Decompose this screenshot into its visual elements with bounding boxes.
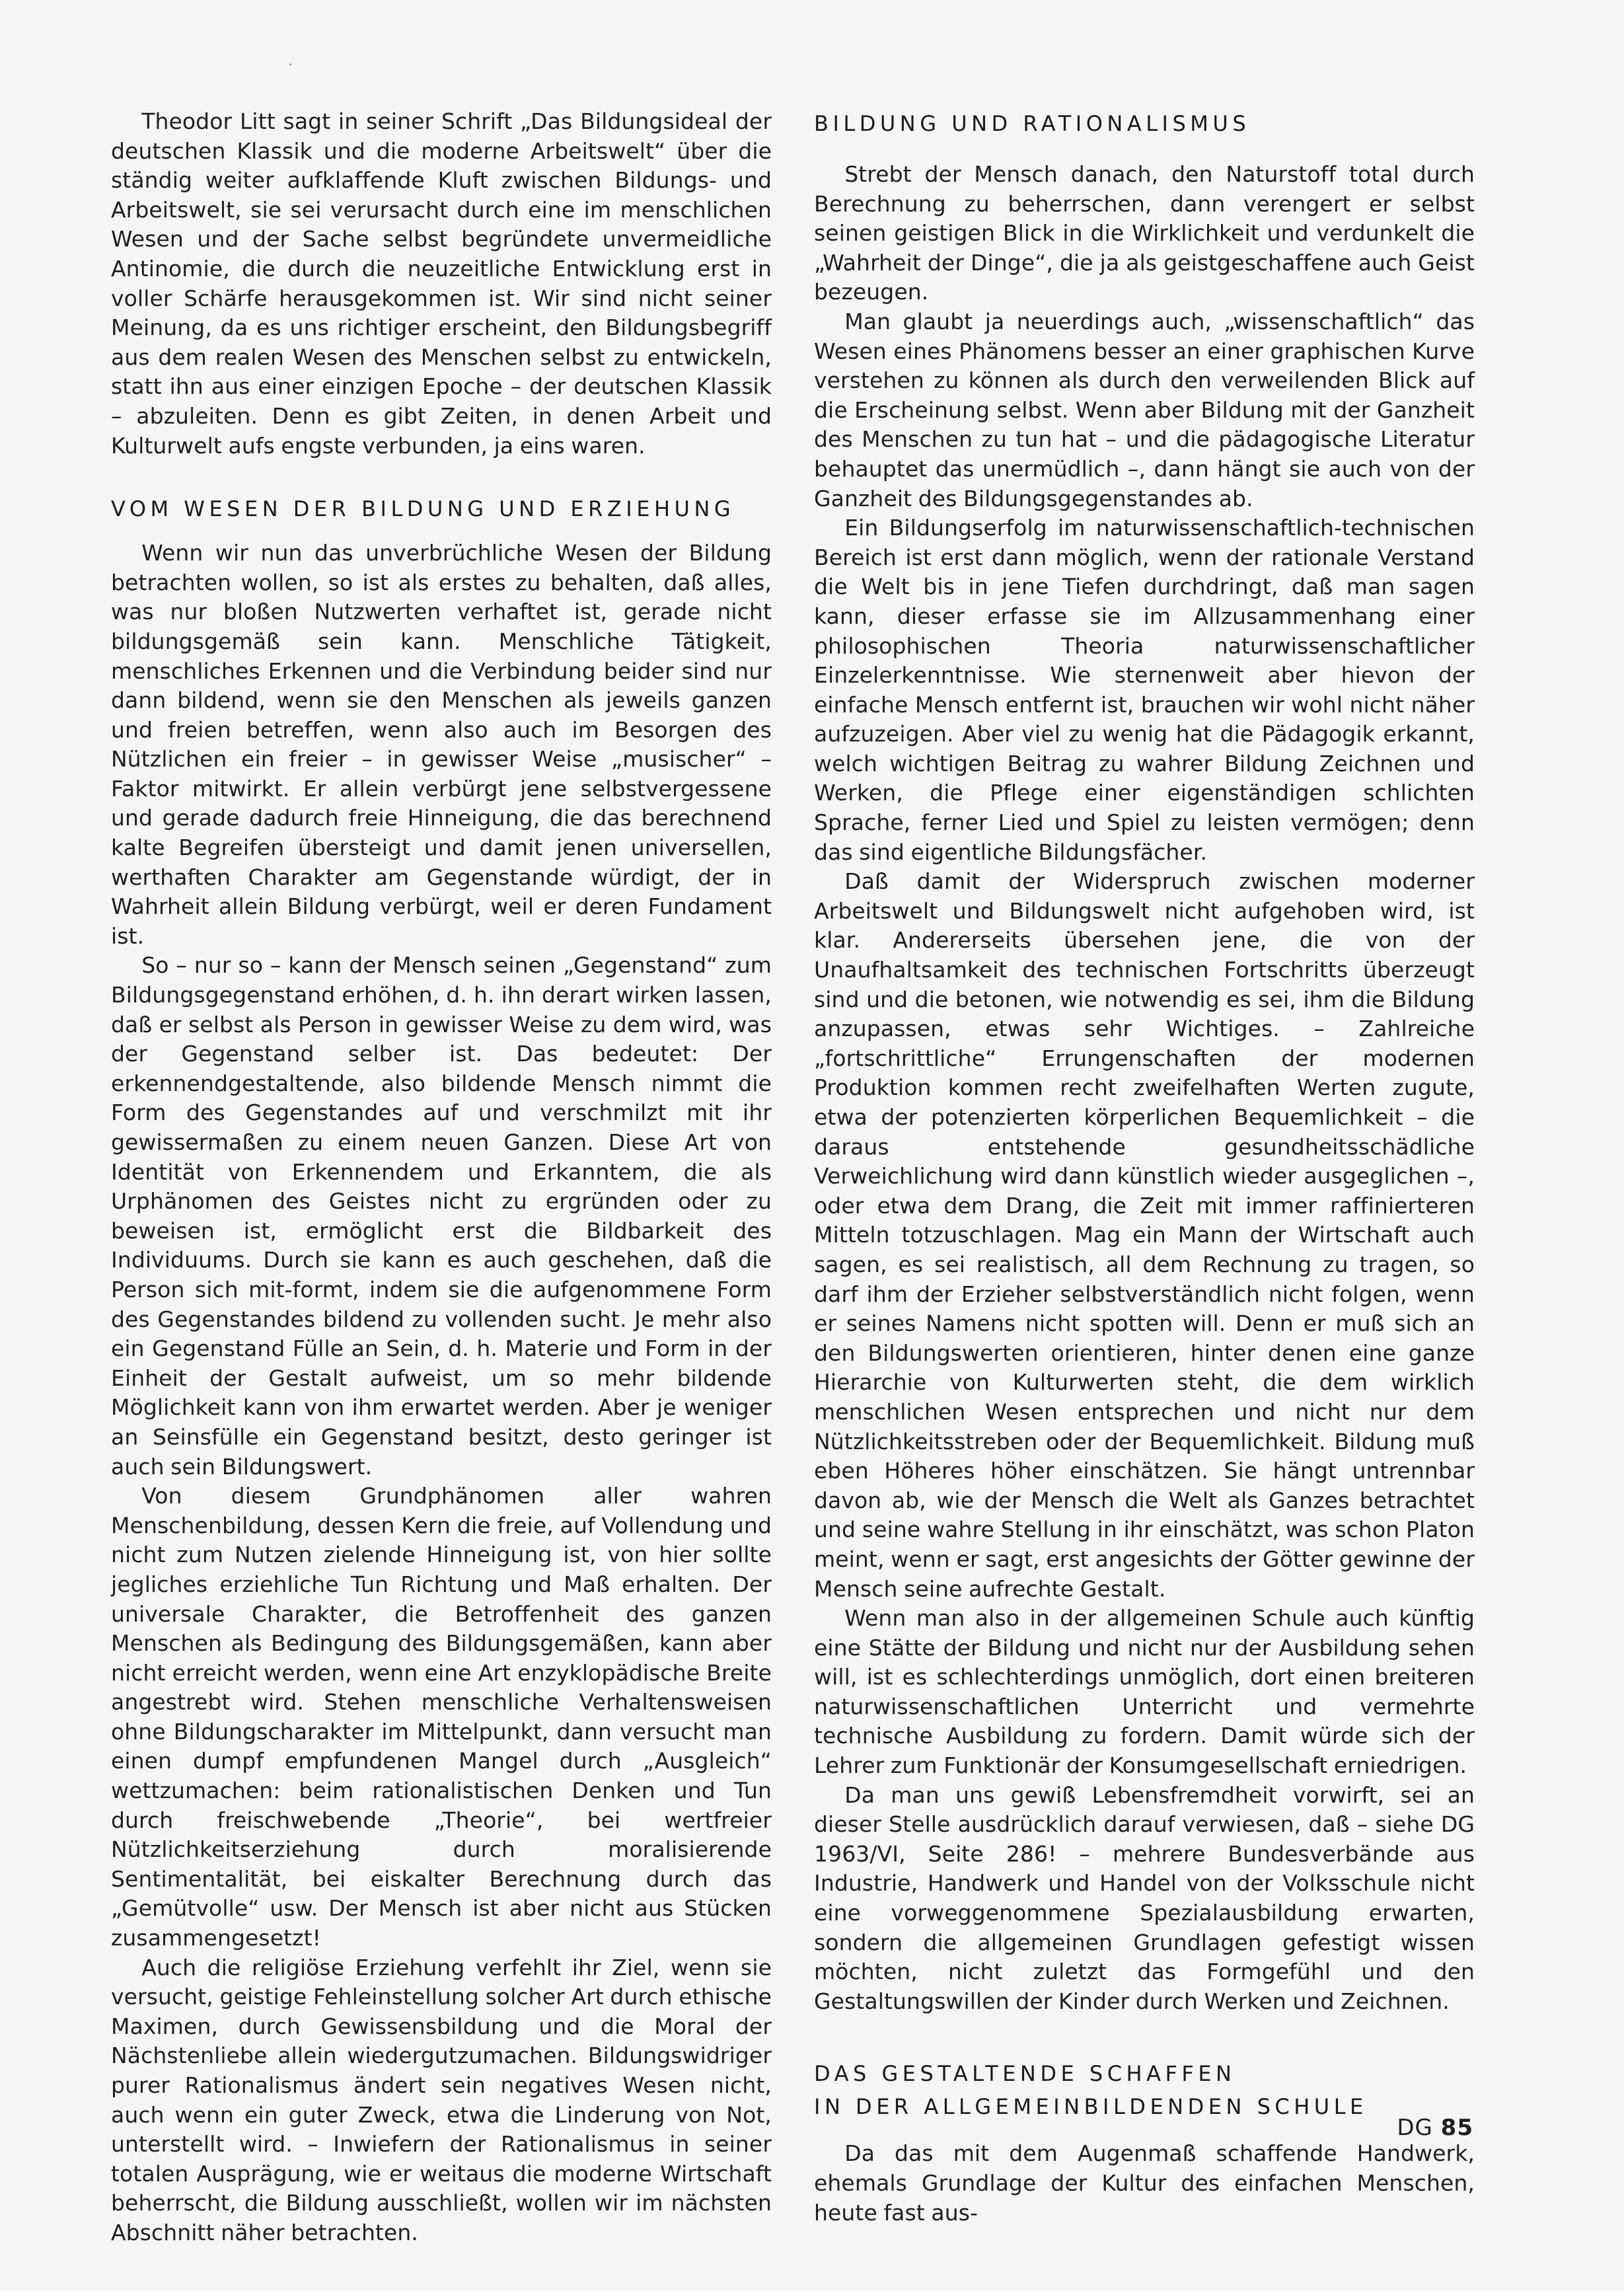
journal-abbreviation: DG <box>1397 2115 1433 2141</box>
page-number: 85 <box>1440 2115 1473 2141</box>
section-heading-line: DAS GESTALTENDE SCHAFFEN <box>814 2061 1236 2087</box>
left-column <box>111 107 772 2248</box>
paragraph: Da das mit dem Augenmaß schaffende Handwerk, ehemals Grundlage der Kultur des einfachen Menschen, heute fast aus- <box>814 2140 1475 2226</box>
section-heading <box>814 2057 1475 2123</box>
paragraph: Auch die religiöse Erziehung verfehlt ihr Ziel, wenn sie versucht, geistige Fehleinstellung solcher Art durch ethische Maximen, durch Gewissensbildung und die Moral der Nächstenliebe allein wiedergutzumachen. Bildungswidriger purer Rationalismus ändert sein negatives Wesen nicht, auch wenn ein guter Zweck, etwa die Linderung von Not, unterstellt wird. – Inwiefern der Rationalismus in seiner totalen Ausprägung, wie er weitaus die moderne Wirtschaft beherrscht, die Bildung ausschließt, wollen wir im nächsten Abschnitt näher betrachten. <box>111 1954 772 2245</box>
paragraph: Wenn man also in der allgemeinen Schule auch künftig eine Stätte der Bildung und nicht nur der Ausbildung sehen will, ist es schlechterdings unmöglich, dort einen breiteren naturwissenschaftlichen Unterricht und vermehrte technische Ausbildung zu fordern. Damit würde sich der Lehrer zum Funktionär der Konsumgesellschaft erniedrigen. <box>814 1605 1475 1779</box>
paragraph: Von diesem Grundphänomen aller wahren Menschenbildung, dessen Kern die freie, auf Vollendung und nicht zum Nutzen zielende Hinneigung ist, von hier sollte jegliches erziehliche Tun Richtung und Maß erhalten. Der universale Charakter, die Betroffenheit des ganzen Menschen als Bedingung des Bildungsgemäßen, kann aber nicht erreicht werden, wenn eine Art enzyklopädische Breite angestrebt wird. Stehen menschliche Verhaltensweisen ohne Bildungscharakter im Mittelpunkt, dann versucht man einen dumpf empfundenen Mangel durch „Ausgleich“ wettzumachen: beim rationalistischen Denken und Tun durch freischwebende „Theorie“, bei wertfreier Nützlichkeitserziehung durch moralisierende Sentimentalität, bei eiskalter Berechnung durch das „Gemütvolle“ usw. Der Mensch ist aber nicht aus Stücken zusammengesetzt! <box>111 1483 772 1951</box>
paragraph: Ein Bildungserfolg im naturwissenschaftlich-technischen Bereich ist erst dann möglich, wenn der rationale Verstand die Welt bis in jene Tiefen durchdringt, daß man sagen kann, dieser erfasse sie im Allzusammenhang einer philosophischen Theoria naturwissenschaftlicher Einzelerkenntnisse. Wie sternenweit aber hievon der einfache Mensch entfernt ist, brauchen wir wohl nicht näher aufzuzeigen. Aber viel zu wenig hat die Pädagogik erkannt, welch wichtigen Beitrag zu wahrer Bildung Zeichnen und Werken, die Pflege einer eigenständigen schlichten Sprache, ferner Lied und Spiel zu leisten vermögen; denn das sind eigentliche Bildungsfächer. <box>814 515 1475 865</box>
paragraph: Da man uns gewiß Lebensfremdheit vorwirft, sei an dieser Stelle ausdrücklich darauf verwiesen, daß – siehe DG 1963/VI, Seite 286! – mehrere Bundesverbände aus Industrie, Handwerk und Handel von der Volksschule nicht eine vorweggenommene Spezialausbildung erwarten, sondern die allgemeinen Grundlagen gefestigt wissen möchten, nicht zuletzt das Formgefühl und den Gestaltungswillen der Kinder durch Werken und Zeichnen. <box>814 1782 1475 2014</box>
paragraph: Theodor Litt sagt in seiner Schrift „Das Bildungsideal der deutschen Klassik und die moderne Arbeitswelt“ über die ständig weiter aufklaffende Kluft zwischen Bildungs- und Arbeitswelt, sie sei verursacht durch eine im menschlichen Wesen und der Sache selbst begründete unvermeidliche Antinomie, die durch die neuzeitliche Entwicklung erst in voller Schärfe herausgekommen ist. Wir sind nicht seiner Meinung, da es uns richtiger erscheint, den Bildungsbegriff aus dem realen Wesen des Menschen selbst zu entwickeln, statt ihn aus einer einzigen Epoche – der deutschen Klassik – abzuleiten. Denn es gibt Zeiten, in denen Arbeit und Kulturwelt aufs engste verbunden, ja eins waren. <box>111 108 772 459</box>
paragraph: So – nur so – kann der Mensch seinen „Gegenstand“ zum Bildungsgegenstand erhöhen, d. h. ihn derart wirken lassen, daß er selbst als Person in gewisser Weise zu dem wird, was der Gegenstand selber ist. Das bedeutet: Der erkennendgestaltende, also bildende Mensch nimmt die Form des Gegenstandes auf und verschmilzt mit ihr gewissermaßen zu einem neuen Ganzen. Diese Art von Identität von Erkennendem und Erkanntem, die als Urphänomen des Geistes nicht zu ergründen oder zu beweisen ist, ermöglicht erst die Bildbarkeit des Individuums. Durch sie kann es auch geschehen, daß die Person sich mit-formt, indem sie die aufgenommene Form des Gegenstandes bildend zu vollenden sucht. Je mehr also ein Gegenstand Fülle an Sein, d. h. Materie und Form in der Einheit der Gestalt aufweist, um so mehr bildende Möglichkeit kann von ihm erwartet werden. Aber je weniger an Seinsfülle ein Gegenstand besitzt, desto geringer ist auch sein Bildungswert. <box>111 952 772 1480</box>
paragraph: Wenn wir nun das unverbrüchliche Wesen der Bildung betrachten wollen, so ist als erstes zu behalten, daß alles, was nur bloßen Nutzwerten verhaftet ist, gerade nicht bildungsgemäß sein kann. Menschliche Tätigkeit, menschliches Erkennen und die Verbindung beider sind nur dann bildend, wenn sie den Menschen als jeweils ganzen und freien betreffen, wenn also auch im Besorgen des Nützlichen ein freier – in gewisser Weise „musischer“ – Faktor mitwirkt. Er allein verbürgt jene selbstvergessene und gerade dadurch freie Hinneigung, die das berechnend kalte Begreifen übersteigt und damit jenen universellen, werthaften Charakter am Gegenstande würdigt, der in Wahrheit allein Bildung verbürgt, weil er deren Fundament ist. <box>111 540 772 949</box>
paragraph: Daß damit der Widerspruch zwischen moderner Arbeitswelt und Bildungswelt nicht aufgehoben wird, ist klar. Andererseits übersehen jene, die von der Unaufhaltsamkeit des technischen Fortschritts überzeugt sind und die betonen, wie notwendig es sei, ihm die Bildung anzupassen, etwas sehr Wichtiges. – Zahlreiche „fortschrittliche“ Errungenschaften der modernen Produktion kommen recht zweifelhaften Werten zugute, etwa der potenzierten körperlichen Bequemlichkeit – die daraus entstehende gesundheitsschädliche Verweichlichung wird dann künstlich wieder ausgeglichen –, oder etwa dem Drang, die Zeit mit immer raffinierteren Mitteln totzuschlagen. Mag ein Mann der Wirtschaft auch sagen, es sei realistisch, all dem Rechnung zu tragen, so darf ihm der Erzieher selbstverständlich nicht folgen, wenn er seines Namens nicht spotten will. Denn er muß sich an den Bildungswerten orientieren, hinter denen eine ganze Hierarchie von Kulturwerten steht, die dem wirklich menschlichen Wesen entsprechen und nicht nur dem Nützlichkeitsstreben oder der Bequemlichkeit. Bildung muß eben Höheres höher einschätzen. Sie hängt untrennbar davon ab, wie der Mensch die Welt als Ganzes betrachtet und seine wahre Stellung in ihr einschätzt, was schon Platon meint, wenn er sagt, erst angesichts der Götter gewinne der Mensch seine aufrechte Gestalt. <box>814 868 1475 1602</box>
section-heading: VOM WESEN DER BILDUNG UND ERZIEHUNG <box>111 496 735 522</box>
right-column <box>814 107 1475 2228</box>
section-heading: BILDUNG UND RATIONALISMUS <box>814 111 1251 136</box>
section-heading-line: IN DER ALLGEMEINBILDENDEN SCHULE <box>814 2094 1368 2120</box>
scan-speck <box>289 63 291 65</box>
paragraph: Man glaubt ja neuerdings auch, „wissenschaftlich“ das Wesen eines Phänomens besser an einer graphischen Kurve verstehen zu können als durch den verweilenden Blick auf die Erscheinung selbst. Wenn aber Bildung mit der Ganzheit des Menschen zu tun hat – und die pädagogische Literatur behauptet das unermüdlich –, dann hängt sie auch von der Ganzheit des Bildungsgegenstandes ab. <box>814 308 1475 511</box>
page-folio <box>1397 2115 1473 2141</box>
paragraph: Strebt der Mensch danach, den Naturstoff total durch Berechnung zu beherrschen, dann verengert er selbst seinen geistigen Blick in die Wirklichkeit und verdunkelt die „Wahrheit der Dinge“, die ja als geistgeschaffene auch Geist bezeugen. <box>814 161 1475 305</box>
